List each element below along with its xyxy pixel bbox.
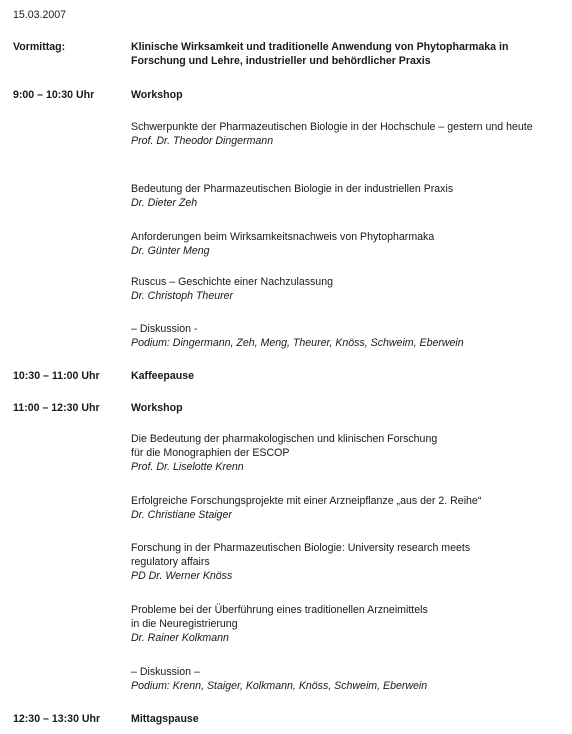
morning-title: Klinische Wirksamkeit und traditionelle Anwendung von Phytopharmaka in Forschung und Lehre, industrieller und behördlicher Praxis (131, 41, 509, 67)
talk-item (131, 182, 561, 210)
talk-speaker: Dr. Christiane Staiger (131, 509, 232, 521)
talk-item (131, 230, 561, 258)
talk-title-line: Probleme bei der Überführung eines traditionellen Arzneimittels (131, 604, 428, 616)
discussion-title: – Diskussion – (131, 666, 200, 678)
talk-item (131, 275, 561, 303)
talk-speaker: PD Dr. Werner Knöss (131, 570, 233, 582)
talk-speaker: Dr. Dieter Zeh (131, 197, 198, 209)
talk-speaker: Dr. Günter Meng (131, 245, 210, 257)
discussion-title: – Diskussion - (131, 323, 198, 335)
talk-title: Schwerpunkte der Pharmazeutischen Biologie in der Hochschule – gestern und heute (131, 121, 533, 133)
talk-item (131, 603, 561, 645)
time-slot: 9:00 – 10:30 Uhr (13, 89, 95, 101)
slot-label: Workshop (131, 89, 183, 101)
slot-label: Workshop (131, 402, 183, 414)
talk-speaker: Dr. Christoph Theurer (131, 290, 234, 302)
talk-speaker: Dr. Rainer Kolkmann (131, 632, 229, 644)
talk-item (131, 541, 561, 583)
time-slot: 10:30 – 11:00 Uhr (13, 370, 100, 382)
talk-title-line: Erfolgreiche Forschungsprojekte mit einer Arzneipflanze „aus der 2. Reihe“ (131, 495, 482, 507)
time-slot: 12:30 – 13:30 Uhr (13, 713, 101, 725)
discussion-item (131, 665, 561, 693)
talk-title-line: regulatory affairs (131, 556, 210, 568)
talk-title-line: Die Bedeutung der pharmakologischen und klinischen Forschung (131, 433, 438, 445)
discussion-panel: Podium: Dingermann, Zeh, Meng, Theurer, Knöss, Schweim, Eberwein (131, 337, 464, 349)
talk-title: Ruscus – Geschichte einer Nachzulassung (131, 276, 333, 288)
talk-title-line: Forschung in der Pharmazeutischen Biologie: University research meets (131, 542, 471, 554)
talk-title: Bedeutung der Pharmazeutischen Biologie in der industriellen Praxis (131, 183, 454, 195)
talk-title-line: für die Monographien der ESCOP (131, 447, 290, 459)
talk-title: Anforderungen beim Wirksamkeitsnachweis von Phytopharmaka (131, 231, 435, 243)
morning-label: Vormittag: (13, 41, 66, 53)
document-date: 15.03.2007 (13, 9, 67, 21)
time-slot: 11:00 – 12:30 Uhr (13, 402, 100, 414)
talk-speaker: Prof. Dr. Liselotte Krenn (131, 461, 244, 473)
slot-label: Mittagspause (131, 713, 199, 725)
discussion-item (131, 322, 561, 350)
talk-item (131, 432, 561, 474)
talk-item (131, 494, 561, 522)
talk-speaker: Prof. Dr. Theodor Dingermann (131, 135, 274, 147)
slot-label: Kaffeepause (131, 370, 194, 382)
talk-title-line: in die Neuregistrierung (131, 618, 238, 630)
talk-item (131, 120, 561, 148)
discussion-panel: Podium: Krenn, Staiger, Kolkmann, Knöss, Schweim, Eberwein (131, 680, 428, 692)
